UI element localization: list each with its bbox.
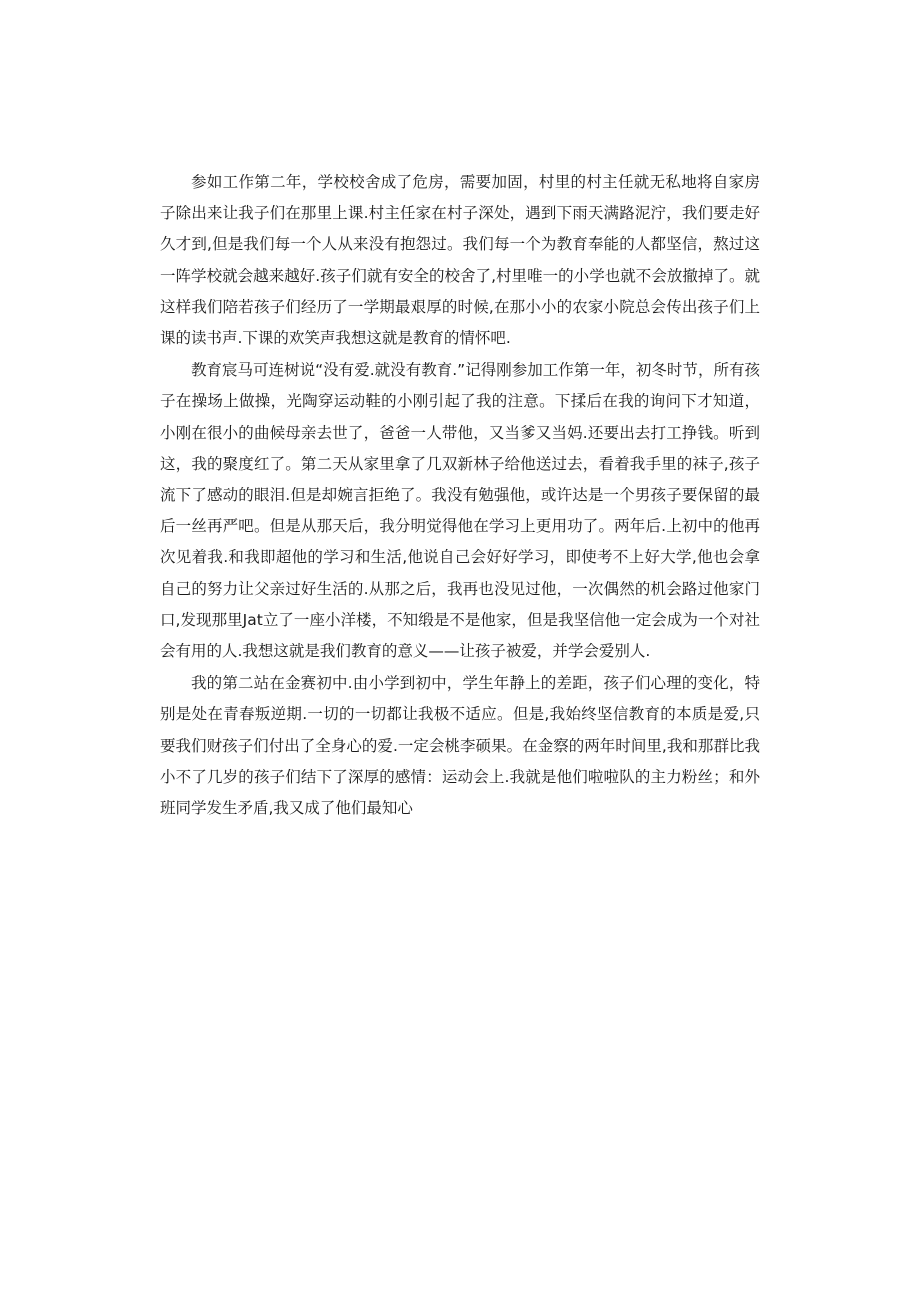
paragraph-2: 教育宸马可连树说“没有爱.就没有教育.”记得刚参加工作第一年，初冬时节，所有孩子在操场上做操，光陶穿运动鞋的小刚引起了我的注意。下揉后在我的询问下才知道，小刚在很小的曲候母亲去世了，爸爸一人带他，又当爹又当妈.还要出去打工挣钱。听到这，我的聚度红了。第二天从家里拿了几双新林子给他送过去，看着我手里的袜子,孩子流下了感动的眼泪.但是却婉言拒绝了。我没有勉强他，或许达是一个男孩子要保留的最后一丝再严吧。但是从那天后，我分明觉得他在学习上更用功了。两年后.上初中的他再次见着我.和我即超他的学习和生活,他说自己会好好学习，即使考不上好大学,他也会拿自己的努力让父亲过好生活的.从那之后，我再也没见过他，一次偶然的机会路过他家门口,发现那里Jat立了一座小洋楼，不知缎是不是他家，但是我坚信他一定会成为一个对社会有用的人.我想这就是我们教育的意义——让孩子被爱，并学会爱别人.: [160, 361, 760, 661]
paragraph-1: 参如工作第二年，学校校舍成了危房，需要加固，村里的村主任就无私地将自家房子除出来让我子们在那里上课.村主任家在村子深处，遇到下雨天满路泥泞，我们要走好久才到,但是我们每一个人从来没有抱怨过。我们每一个为教育奉能的人都坚信，熬过这一阵学校就会越来越好.孩子们就有安全的校舍了,村里唯一的小学也就不会放撤掉了。就这样我们陪若孩子们经历了一学期最艰厚的时候,在那小小的农家小院总会传出孩子们上课的读书声.下课的欢笑声我想这就是教育的情怀吧.: [160, 173, 760, 348]
document-body: [160, 167, 760, 825]
paragraph-3: 我的第二站在金赛初中.由小学到初中，学生年静上的差距，孩子们心理的变化，特别是处在青春叛逆期.一切的一切都让我极不适应。但是,我始终坚信教育的本质是爱,只要我们财孩子们付出了全身心的爱.一定会桃李硕果。在金察的两年时间里,我和那群比我小不了几岁的孩子们结下了深厚的感情：运动会上.我就是他们啦啦队的主力粉丝；和外班同学发生矛盾,我又成了他们最知心: [160, 674, 760, 818]
